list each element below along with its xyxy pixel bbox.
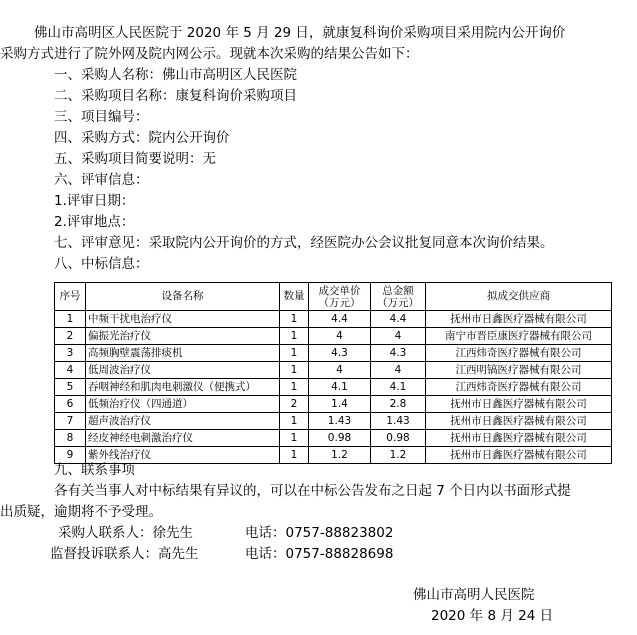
supervisor-contact: 监督投诉联系人：高先生 — [50, 546, 199, 562]
table-row — [55, 328, 612, 345]
cell-index: 1 — [55, 311, 86, 328]
cell-unit-price: 4.3 — [309, 345, 371, 362]
cell-unit-price: 4.1 — [309, 379, 371, 396]
table-row — [55, 362, 612, 379]
cell-quantity: 2 — [280, 396, 309, 413]
header-quantity: 数量 — [280, 283, 309, 311]
review-date: 1.评审日期： — [54, 193, 135, 209]
cell-quantity: 1 — [280, 413, 309, 430]
cell-device-name: 偏振光治疗仪 — [86, 328, 280, 345]
contact-heading: 九、联系事项 — [54, 462, 135, 478]
cell-quantity: 1 — [280, 328, 309, 345]
cell-total-amount: 4.4 — [371, 311, 426, 328]
procurement-method: 四、采购方式：院内公开询价 — [54, 130, 230, 146]
cell-total-amount: 4 — [371, 328, 426, 345]
header-supplier: 拟成交供应商 — [426, 283, 612, 311]
header-unit-price: 成交单价 （万元） — [309, 283, 371, 311]
cell-unit-price: 1.4 — [309, 396, 371, 413]
cell-quantity: 1 — [280, 430, 309, 447]
cell-unit-price: 0.98 — [309, 430, 371, 447]
cell-unit-price: 1.2 — [309, 447, 371, 464]
cell-device-name: 超声波治疗仪 — [86, 413, 280, 430]
cell-total-amount: 4.3 — [371, 345, 426, 362]
cell-supplier: 南宁市晋臣康医疗器械有限公司 — [426, 328, 612, 345]
cell-total-amount: 2.8 — [371, 396, 426, 413]
cell-quantity: 1 — [280, 345, 309, 362]
project-name: 二、采购项目名称：康复科询价采购项目 — [54, 88, 297, 104]
cell-quantity: 1 — [280, 447, 309, 464]
contact-text-2: 出质疑，逾期将不予受理。 — [0, 504, 162, 520]
table-row — [55, 396, 612, 413]
cell-index: 2 — [55, 328, 86, 345]
supervisor-phone: 电话：0757-88828698 — [245, 546, 394, 562]
cell-index: 7 — [55, 413, 86, 430]
cell-device-name: 吞咽神经和肌肉电刺激仪（便携式） — [86, 379, 280, 396]
cell-supplier: 江西炜奇医疗器械有限公司 — [426, 379, 612, 396]
cell-device-name: 紫外线治疗仪 — [86, 447, 280, 464]
header-device-name: 设备名称 — [86, 283, 280, 311]
table-header-row — [55, 283, 612, 311]
table-row — [55, 345, 612, 362]
cell-device-name: 中频干扰电治疗仪 — [86, 311, 280, 328]
intro-line-2: 采购方式进行了院外网及院内网公示。现就本次采购的结果公告如下： — [0, 46, 419, 62]
intro-line-1: 佛山市高明区人民医院于 2020 年 5 月 29 日，就康复科询价采购项目采用院内公开询价 — [34, 25, 566, 41]
cell-unit-price: 4 — [309, 362, 371, 379]
buyer-phone: 电话：0757-88823802 — [245, 525, 394, 541]
project-description: 五、采购项目简要说明：无 — [54, 151, 216, 167]
table-row — [55, 447, 612, 464]
cell-device-name: 高频胸壁震荡排痰机 — [86, 345, 280, 362]
cell-supplier: 抚州市日鑫医疗器械有限公司 — [426, 447, 612, 464]
cell-index: 4 — [55, 362, 86, 379]
purchaser-name: 一、采购人名称：佛山市高明区人民医院 — [54, 67, 297, 83]
cell-supplier: 抚州市日鑫医疗器械有限公司 — [426, 396, 612, 413]
cell-total-amount: 0.98 — [371, 430, 426, 447]
signature-date: 2020 年 8 月 24 日 — [431, 608, 554, 624]
cell-total-amount: 4 — [371, 362, 426, 379]
cell-quantity: 1 — [280, 311, 309, 328]
cell-supplier: 江西炜奇医疗器械有限公司 — [426, 345, 612, 362]
buyer-contact: 采购人联系人：徐先生 — [58, 525, 193, 541]
cell-supplier: 抚州市日鑫医疗器械有限公司 — [426, 311, 612, 328]
project-number: 三、项目编号： — [54, 109, 149, 125]
cell-supplier: 抚州市日鑫医疗器械有限公司 — [426, 413, 612, 430]
review-info-heading: 六、评审信息： — [54, 172, 149, 188]
cell-device-name: 低频治疗仪（四通道） — [86, 396, 280, 413]
cell-index: 8 — [55, 430, 86, 447]
table-row — [55, 311, 612, 328]
cell-index: 9 — [55, 447, 86, 464]
signature-org: 佛山市高明人民医院 — [413, 587, 535, 603]
cell-total-amount: 1.43 — [371, 413, 426, 430]
cell-quantity: 1 — [280, 379, 309, 396]
header-index: 序号 — [55, 283, 86, 311]
review-opinion: 七、评审意见：采取院内公开询价的方式，经医院办公会议批复同意本次询价结果。 — [54, 235, 554, 251]
cell-supplier: 江西明镐医疗器械有限公司 — [426, 362, 612, 379]
cell-supplier: 抚州市日鑫医疗器械有限公司 — [426, 430, 612, 447]
cell-total-amount: 1.2 — [371, 447, 426, 464]
award-table — [54, 282, 612, 464]
cell-unit-price: 4 — [309, 328, 371, 345]
award-info-heading: 八、中标信息： — [54, 256, 149, 272]
cell-device-name: 低周波治疗仪 — [86, 362, 280, 379]
cell-device-name: 经皮神经电刺激治疗仪 — [86, 430, 280, 447]
header-total-amount: 总金额 （万元） — [371, 283, 426, 311]
cell-index: 6 — [55, 396, 86, 413]
review-location: 2.评审地点： — [54, 214, 135, 230]
cell-unit-price: 4.4 — [309, 311, 371, 328]
cell-index: 5 — [55, 379, 86, 396]
table-row — [55, 413, 612, 430]
cell-quantity: 1 — [280, 362, 309, 379]
contact-text-1: 各有关当事人对中标结果有异议的，可以在中标公告发布之日起 7 个日内以书面形式提 — [54, 483, 571, 499]
table-row — [55, 430, 612, 447]
cell-total-amount: 4.1 — [371, 379, 426, 396]
cell-unit-price: 1.43 — [309, 413, 371, 430]
table-row — [55, 379, 612, 396]
cell-index: 3 — [55, 345, 86, 362]
